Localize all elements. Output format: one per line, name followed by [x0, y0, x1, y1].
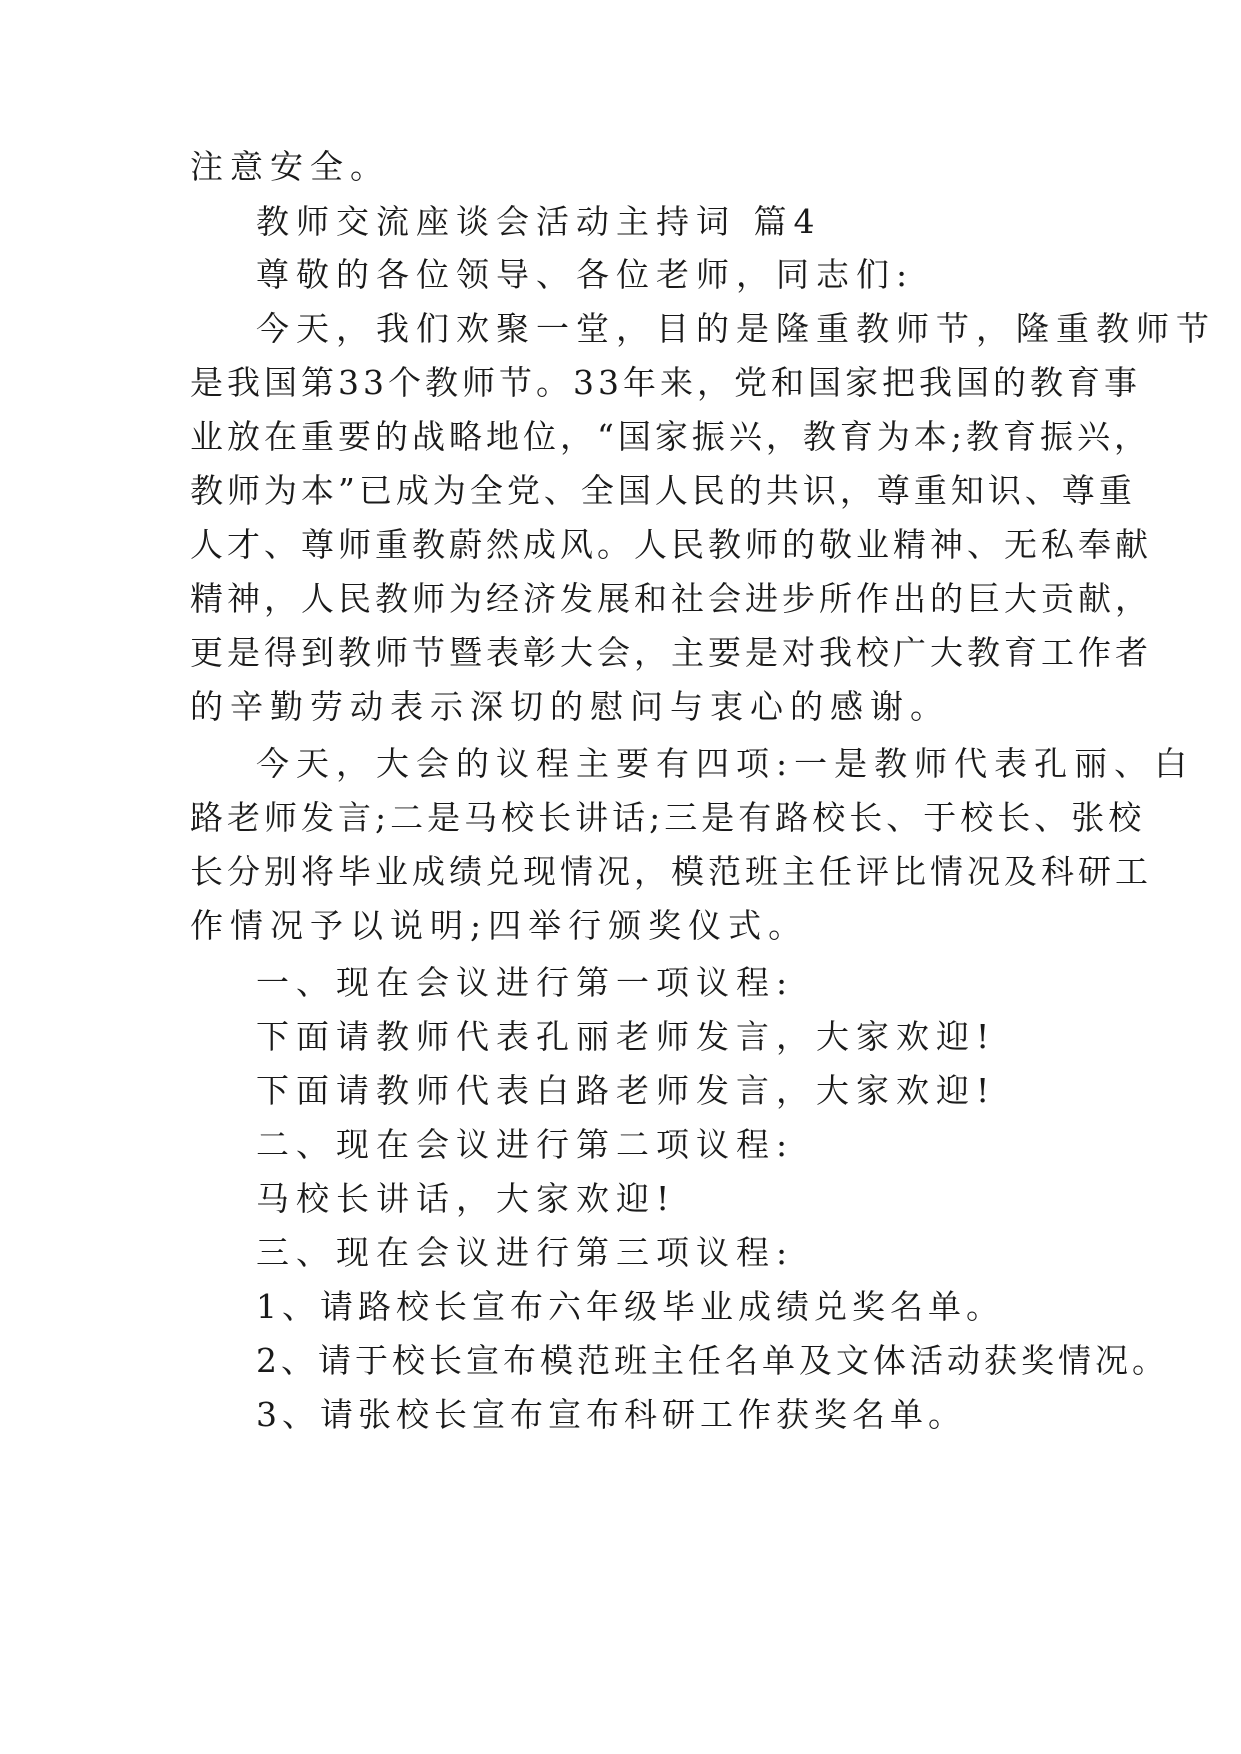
agenda-item-3-line-1: 1、请路校长宣布六年级毕业成绩兑奖名单。 [256, 1287, 1004, 1326]
text-line-5: 是我国第33个教师节。33年来，党和国家把我国的教育事 [190, 363, 1141, 402]
agenda-item-1-heading: 一、现在会议进行第一项议程: [256, 963, 795, 1002]
text-line-15: 作情况予以说明;四举行颁奖仪式。 [190, 906, 809, 945]
section-heading: 教师交流座谈会活动主持词 篇4 [256, 202, 822, 241]
agenda-item-3-heading: 三、现在会议进行第三项议程: [256, 1233, 795, 1272]
text-line-6: 业放在重要的战略地位，“国家振兴，教育为本;教育振兴， [190, 417, 1151, 456]
text-line-7: 教师为本”已成为全党、全国人民的共识，尊重知识、尊重 [190, 471, 1136, 510]
text-line-12: 今天，大会的议程主要有四项:一是教师代表孔丽、白 [256, 744, 1195, 783]
agenda-item-2-line-1: 马校长讲话，大家欢迎! [256, 1179, 677, 1218]
agenda-item-1-line-1: 下面请教师代表孔丽老师发言，大家欢迎! [256, 1017, 997, 1056]
agenda-item-3-line-3: 3、请张校长宣布宣布科研工作获奖名单。 [256, 1395, 966, 1434]
text-line-1: 注意安全。 [190, 147, 390, 186]
text-line-13: 路老师发言;二是马校长讲话;三是有路校长、于校长、张校 [190, 798, 1146, 837]
text-line-14: 长分别将毕业成绩兑现情况，模范班主任评比情况及科研工 [190, 852, 1152, 891]
agenda-item-3-line-2: 2、请于校长宣布模范班主任名单及文体活动获奖情况。 [256, 1341, 1169, 1380]
salutation: 尊敬的各位领导、各位老师，同志们: [256, 255, 915, 294]
text-line-8: 人才、尊师重教蔚然成风。人民教师的敬业精神、无私奉献 [190, 525, 1152, 564]
text-line-11: 的辛勤劳动表示深切的慰问与衷心的感谢。 [190, 687, 950, 726]
text-line-10: 更是得到教师节暨表彰大会，主要是对我校广大教育工作者 [190, 633, 1152, 672]
text-line-4: 今天，我们欢聚一堂，目的是隆重教师节，隆重教师节 [256, 309, 1216, 348]
agenda-item-1-line-2: 下面请教师代表白路老师发言，大家欢迎! [256, 1071, 997, 1110]
text-line-9: 精神，人民教师为经济发展和社会进步所作出的巨大贡献， [190, 579, 1152, 618]
agenda-item-2-heading: 二、现在会议进行第二项议程: [256, 1125, 795, 1164]
